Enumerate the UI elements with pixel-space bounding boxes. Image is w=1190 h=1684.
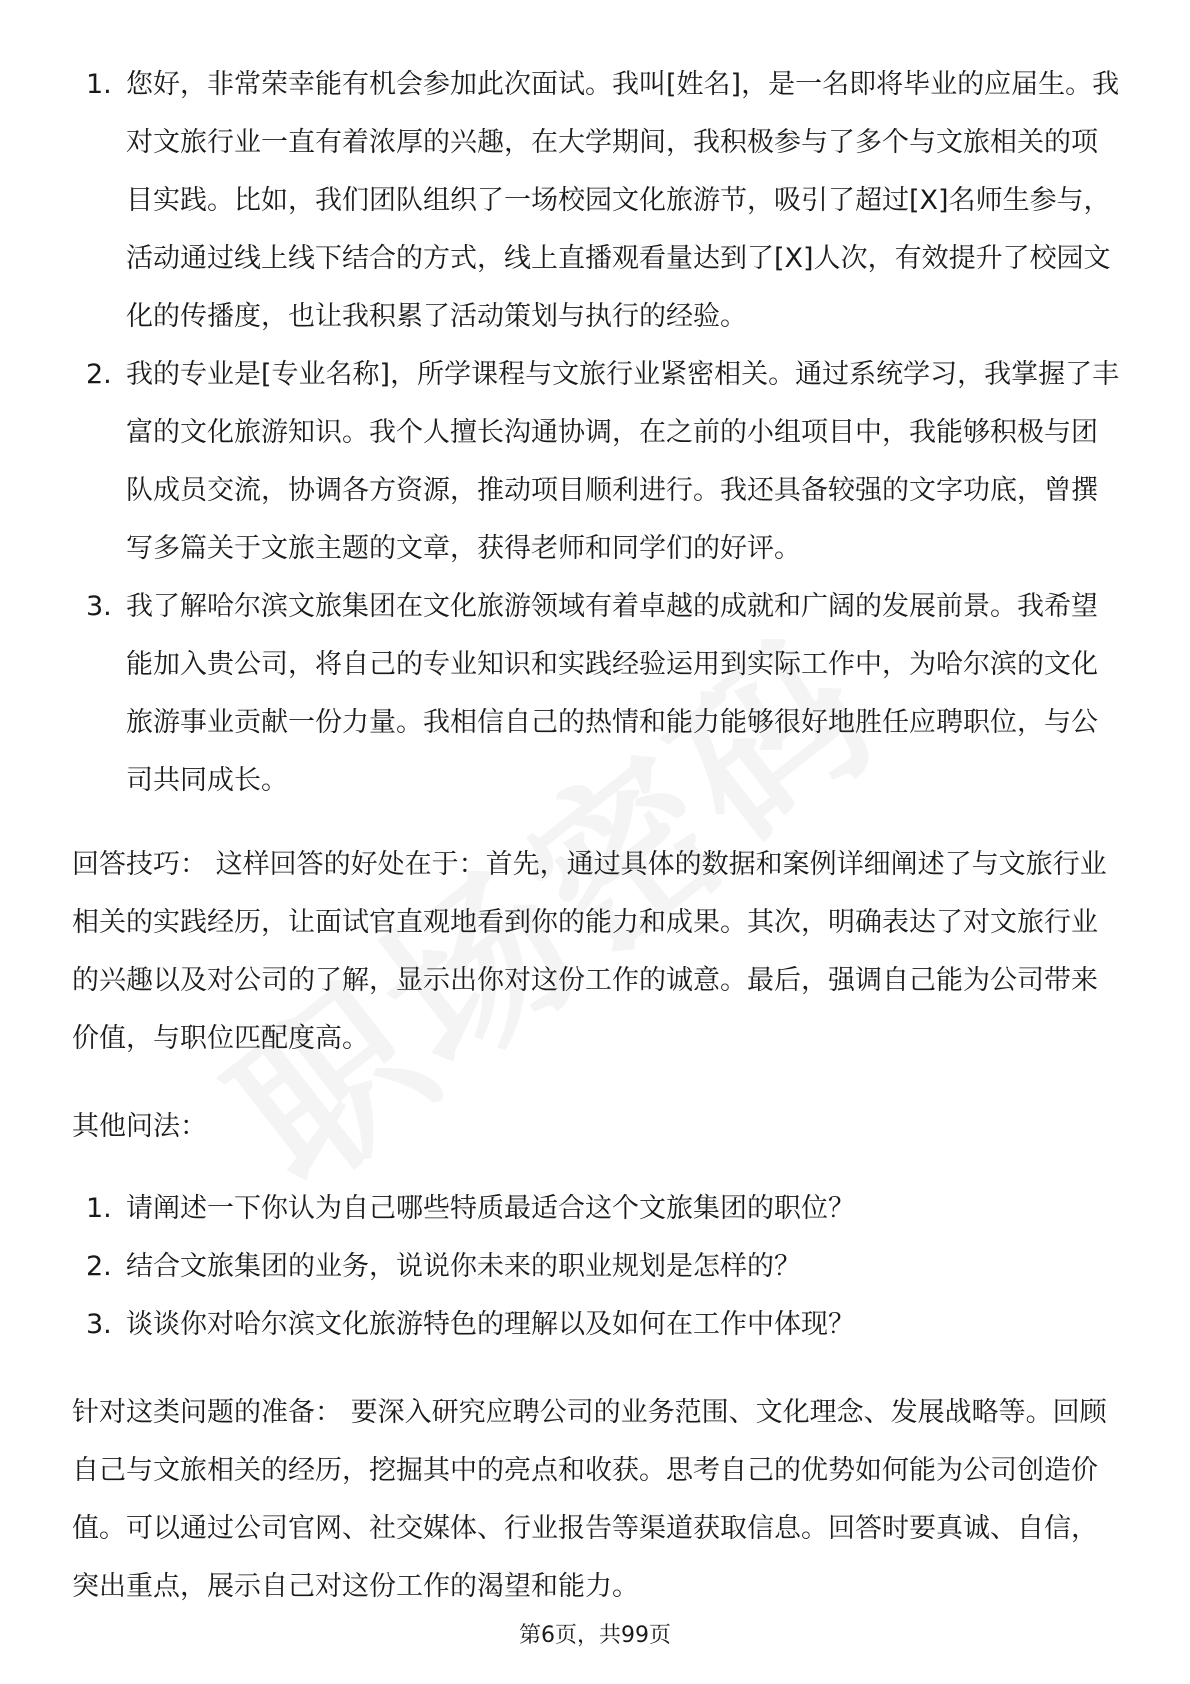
page-content <box>72 56 1122 1616</box>
list-text: 请阐述一下你认为自己哪些特质最适合这个文旅集团的职位？ <box>126 1193 855 1224</box>
other-questions-title: 其他问法： <box>72 1111 207 1142</box>
list-text: 我了解哈尔滨文旅集团在文化旅游领域有着卓越的成就和广阔的发展前景。我希望能加入贵公司，将自己的专业知识和实践经验运用到实际工作中，为哈尔滨的文化旅游事业贡献一份力量。我相信自己的热情和能力能够很好地胜任应聘职位，与公司共同成长。 <box>126 591 1098 796</box>
list-item <box>72 1296 1122 1354</box>
list-item <box>72 1238 1122 1296</box>
list-number: 2. <box>86 1251 112 1282</box>
list-number: 1. <box>86 1193 112 1224</box>
preparation-advice: 针对这类问题的准备： 要深入研究应聘公司的业务范围、文化理念、发展战略等。回顾自己与文旅相关的经历，挖掘其中的亮点和收获。思考自己的优势如何能为公司创造价值。可以通过公司官网、社交媒体、行业报告等渠道获取信息。回答时要真诚、自信，突出重点，展示自己对这份工作的渴望和能力。 <box>72 1397 1107 1602</box>
list-text: 谈谈你对哈尔滨文化旅游特色的理解以及如何在工作中体现？ <box>126 1309 855 1340</box>
list-text: 您好，非常荣幸能有机会参加此次面试。我叫[姓名]，是一名即将毕业的应届生。我对文旅行业一直有着浓厚的兴趣，在大学期间，我积极参与了多个与文旅相关的项目实践。比如，我们团队组织了一场校园文化旅游节，吸引了超过[X]名师生参与，活动通过线上线下结合的方式，线上直播观看量达到了[X]人次，有效提升了校园文化的传播度，也让我积累了活动策划与执行的经验。 <box>126 69 1120 332</box>
list-text: 结合文旅集团的业务，说说你未来的职业规划是怎样的？ <box>126 1251 801 1282</box>
answer-tips: 回答技巧： 这样回答的好处在于：首先，通过具体的数据和案例详细阐述了与文旅行业相关的实践经历，让面试官直观地看到你的能力和成果。其次，明确表达了对文旅行业的兴趣以及对公司的了解，显示出你对这份工作的诚意。最后，强调自己能为公司带来价值，与职位匹配度高。 <box>72 849 1107 1054</box>
list-number: 2. <box>86 359 112 390</box>
other-questions-list <box>72 1180 1122 1354</box>
list-item <box>72 56 1122 346</box>
list-item <box>72 578 1122 810</box>
list-item <box>72 346 1122 578</box>
list-number: 3. <box>86 1309 112 1340</box>
answer-list <box>72 56 1122 810</box>
list-item <box>72 1180 1122 1238</box>
list-number: 3. <box>86 591 112 622</box>
page-number: 第6页，共99页 <box>519 1623 671 1648</box>
list-number: 1. <box>86 69 112 100</box>
list-text: 我的专业是[专业名称]，所学课程与文旅行业紧密相关。通过系统学习，我掌握了丰富的文化旅游知识。我个人擅长沟通协调，在之前的小组项目中，我能够积极与团队成员交流，协调各方资源，推动项目顺利进行。我还具备较强的文字功底，曾撰写多篇关于文旅主题的文章，获得老师和同学们的好评。 <box>126 359 1120 564</box>
